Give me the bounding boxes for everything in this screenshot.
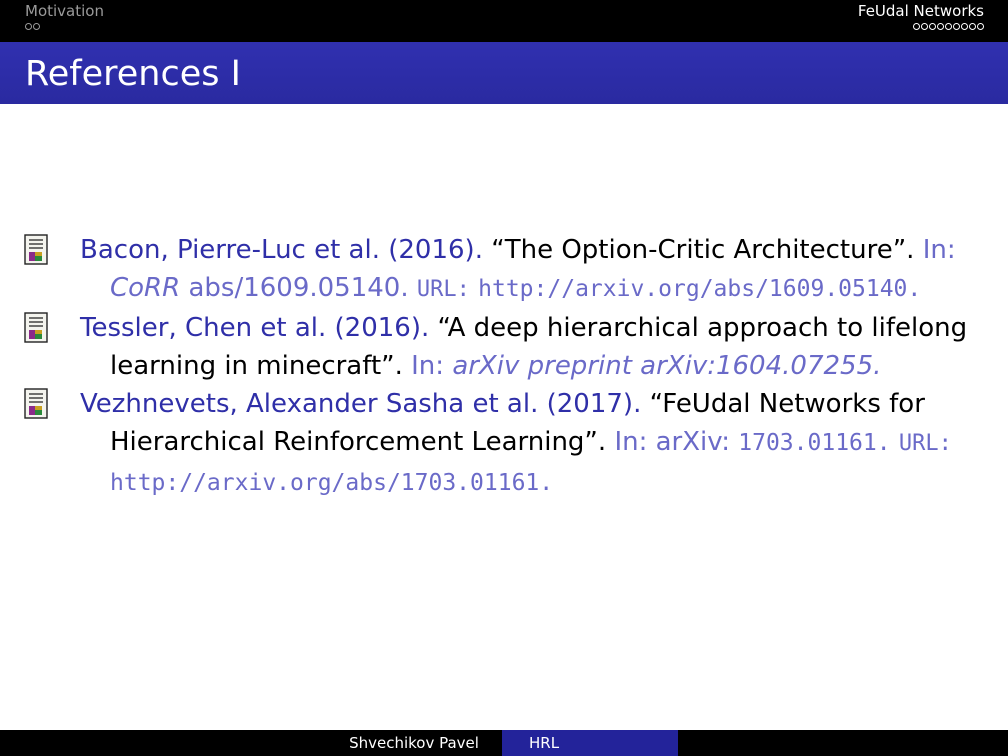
- reference-title: “The Option-Critic Architecture”.: [491, 235, 915, 265]
- footer-author: Shvechikov Pavel: [349, 734, 479, 752]
- reference-authors: Tessler, Chen et al. (2016).: [80, 313, 430, 343]
- reference-authors: Vezhnevets, Alexander Sasha et al. (2017).: [80, 389, 642, 419]
- nav-slide-dot[interactable]: [953, 23, 960, 30]
- nav-section-label[interactable]: FeUdal Networks: [857, 2, 984, 20]
- page-title: References I: [25, 54, 241, 94]
- nav-slide-dot[interactable]: [913, 23, 920, 30]
- reference-in-label: In:: [411, 351, 445, 381]
- reference-url-link[interactable]: http://arxiv.org/abs/1609.05140.: [478, 276, 922, 302]
- nav-slide-dot[interactable]: [945, 23, 952, 30]
- reference-arxiv-id: 1703.01161.: [738, 430, 891, 456]
- reference-venue: arXiv preprint arXiv:1604.07255.: [452, 351, 882, 381]
- nav-slide-dot[interactable]: [961, 23, 968, 30]
- nav-progress-dots: [25, 23, 104, 35]
- footer-bar: [0, 730, 1008, 756]
- nav-progress-dots: [858, 23, 984, 35]
- nav-slide-dot[interactable]: [921, 23, 928, 30]
- reference-url-label: URL:: [898, 431, 952, 456]
- article-icon: [24, 312, 52, 346]
- reference-in-label: In:: [922, 235, 956, 265]
- nav-slide-dot[interactable]: [969, 23, 976, 30]
- navigation-bar: [0, 0, 1008, 42]
- article-icon: [24, 388, 52, 422]
- nav-section-motivation[interactable]: [25, 2, 104, 35]
- reference-title: “A deep hierarchical approach to lifelong learning in minecraft”.: [110, 313, 968, 381]
- reference-detail: abs/1609.05140.: [188, 273, 409, 303]
- reference-url-label: URL:: [416, 277, 470, 302]
- reference-authors: Bacon, Pierre-Luc et al. (2016).: [80, 235, 483, 265]
- nav-slide-dot[interactable]: [929, 23, 936, 30]
- bibliography: [24, 231, 984, 502]
- frame-title-bar: [0, 42, 1008, 104]
- article-icon: [24, 234, 52, 268]
- nav-slide-dot[interactable]: [937, 23, 944, 30]
- reference-item: [24, 385, 984, 502]
- reference-venue: CoRR: [110, 273, 181, 303]
- nav-slide-dot[interactable]: [33, 23, 40, 30]
- reference-in-label: In: arXiv:: [614, 427, 730, 457]
- reference-title: “FeUdal Networks for Hierarchical Reinforcement Learning”.: [110, 389, 925, 457]
- reference-text: [80, 309, 984, 385]
- reference-item: [24, 231, 984, 309]
- nav-section-feudal-networks[interactable]: [858, 2, 984, 35]
- reference-text: [80, 385, 984, 502]
- footer-short-title: HRL: [502, 730, 678, 756]
- nav-slide-dot[interactable]: [25, 23, 32, 30]
- reference-text: [80, 231, 984, 309]
- reference-item: [24, 309, 984, 385]
- nav-section-label[interactable]: Motivation: [25, 2, 104, 20]
- nav-slide-dot[interactable]: [977, 23, 984, 30]
- reference-url-link[interactable]: http://arxiv.org/abs/1703.01161.: [110, 470, 554, 496]
